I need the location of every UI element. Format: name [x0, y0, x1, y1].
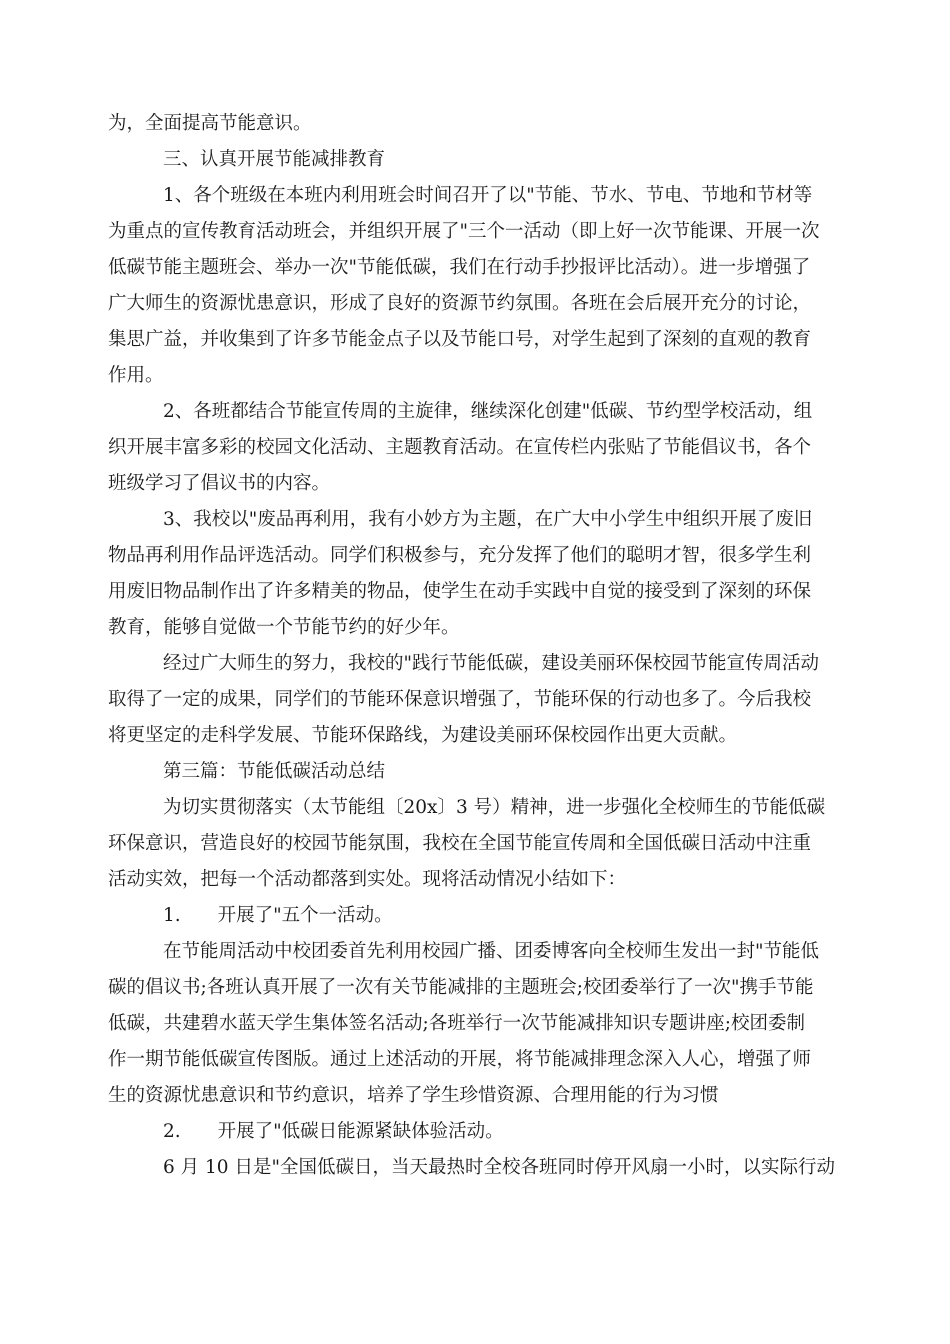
- section-heading: 三、认真开展节能减排教育: [163, 149, 386, 170]
- text-line: 用废旧物品制作出了许多精美的物品，使学生在动手实践中自觉的接受到了深刻的环保: [108, 581, 812, 602]
- text-line: 班级学习了倡议书的内容。: [108, 473, 331, 494]
- numbered-heading: 1. 开展了"五个一活动。: [163, 905, 393, 926]
- text-line: 低碳，共建碧水蓝天学生集体签名活动;各班举行一次节能减排知识专题讲座;校团委制: [108, 1013, 805, 1034]
- text-line: 碳的倡议书;各班认真开展了一次有关节能减排的主题班会;校团委举行了一次"携手节能: [108, 977, 814, 998]
- text-line: 为切实贯彻落实（太节能组〔20x〕3 号）精神，进一步强化全校师生的节能低碳: [163, 797, 826, 818]
- text-line: 2、各班都结合节能宣传周的主旋律，继续深化创建"低碳、节约型学校活动，组: [163, 401, 813, 422]
- text-line: 低碳节能主题班会、举办一次"节能低碳，我们在行动手抄报评比活动）。进一步增强了: [108, 257, 811, 278]
- article-title: 第三篇：节能低碳活动总结: [163, 761, 386, 782]
- text-line: 将更坚定的走科学发展、节能环保路线，为建设美丽环保校园作出更大贡献。: [108, 725, 738, 746]
- text-line: 活动实效，把每一个活动都落到实处。现将活动情况小结如下：: [108, 869, 627, 890]
- text-line: 6 月 10 日是"全国低碳日，当天最热时全校各班同时停开风扇一小时，以实际行动: [163, 1157, 835, 1178]
- text-line: 取得了一定的成果，同学们的节能环保意识增强了，节能环保的行动也多了。今后我校: [108, 689, 812, 710]
- text-line: 作一期节能低碳宣传图版。通过上述活动的开展，将节能减排理念深入人心，增强了师: [108, 1049, 812, 1070]
- text-line: 环保意识，营造良好的校园节能氛围，我校在全国节能宣传周和全国低碳日活动中注重: [108, 833, 812, 854]
- text-line: 织开展丰富多彩的校园文化活动、主题教育活动。在宣传栏内张贴了节能倡议书，各个: [108, 437, 812, 458]
- text-line: 为重点的宣传教育活动班会，并组织开展了"三个一活动（即上好一次节能课、开展一次: [108, 221, 820, 242]
- text-line: 经过广大师生的努力，我校的"践行节能低碳，建设美丽环保校园节能宣传周活动: [163, 653, 820, 674]
- text-line: 1、各个班级在本班内利用班会时间召开了以"节能、节水、节电、节地和节材等: [163, 185, 813, 206]
- text-line: 集思广益，并收集到了许多节能金点子以及节能口号，对学生起到了深刻的直观的教育: [108, 329, 812, 350]
- text-line: 物品再利用作品评选活动。同学们积极参与，充分发挥了他们的聪明才智，很多学生利: [108, 545, 812, 566]
- text-line: 为，全面提高节能意识。: [108, 113, 312, 134]
- numbered-heading: 2. 开展了"低碳日能源紧缺体验活动。: [163, 1121, 504, 1142]
- text-line: 教育，能够自觉做一个节能节约的好少年。: [108, 617, 460, 638]
- text-line: 生的资源忧患意识和节约意识，培养了学生珍惜资源、合理用能的行为习惯: [108, 1085, 719, 1106]
- text-line: 作用。: [108, 365, 164, 386]
- text-line: 广大师生的资源忧患意识，形成了良好的资源节约氛围。各班在会后展开充分的讨论，: [108, 293, 812, 314]
- text-line: 在节能周活动中校团委首先利用校园广播、团委博客向全校师生发出一封"节能低: [163, 941, 820, 962]
- text-line: 3、我校以"废品再利用，我有小妙方为主题，在广大中小学生中组织开展了废旧: [163, 509, 813, 530]
